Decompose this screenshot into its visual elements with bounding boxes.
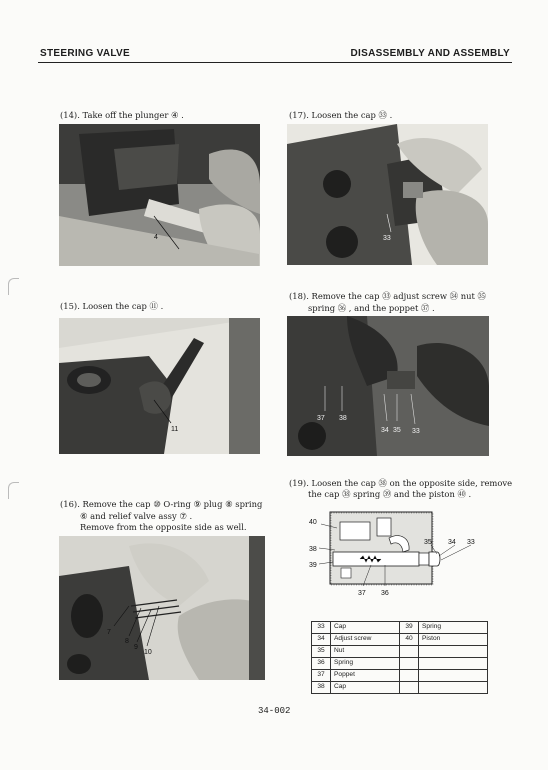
photo-callout: 33 xyxy=(383,235,391,242)
binder-hole-mark xyxy=(8,278,19,295)
photo-step-18 xyxy=(287,316,489,456)
cross-section-diagram xyxy=(305,508,495,604)
photo-callout: 11 xyxy=(171,426,179,433)
page-number: 34-002 xyxy=(258,706,291,716)
parts-table xyxy=(311,621,488,694)
photo-callout: 8 xyxy=(125,638,129,645)
part-number: 37 xyxy=(312,670,331,682)
part-number xyxy=(400,658,419,670)
diagram-callout: 37 xyxy=(358,590,366,597)
part-number: 34 xyxy=(312,634,331,646)
part-name: Spring xyxy=(419,622,488,634)
part-name: Piston xyxy=(419,634,488,646)
binder-hole-mark xyxy=(8,482,19,499)
diagram-callout: 33 xyxy=(467,539,475,546)
photo-callout: 34 xyxy=(381,427,389,434)
part-number xyxy=(400,670,419,682)
photo-callout: 4 xyxy=(154,234,158,241)
diagram-callout: 35 xyxy=(424,539,432,546)
photo-step-17 xyxy=(287,124,488,265)
photo-callout: 10 xyxy=(144,649,152,656)
table-row xyxy=(312,658,488,670)
step-15-caption: (15). Loosen the cap ⑪ . xyxy=(60,301,164,311)
diagram-callout: 34 xyxy=(448,539,456,546)
part-number: 36 xyxy=(312,658,331,670)
part-name: Poppet xyxy=(331,670,400,682)
table-row xyxy=(312,646,488,658)
part-name xyxy=(419,646,488,658)
step-17-caption: (17). Loosen the cap ㉝ . xyxy=(289,110,393,120)
table-row xyxy=(312,634,488,646)
part-name: Nut xyxy=(331,646,400,658)
part-name: Cap xyxy=(331,622,400,634)
part-number: 40 xyxy=(400,634,419,646)
photo-step-16 xyxy=(59,536,265,680)
table-row xyxy=(312,622,488,634)
part-number: 38 xyxy=(312,682,331,694)
step-14-caption: (14). Take off the plunger ④ . xyxy=(60,110,184,120)
part-name xyxy=(419,682,488,694)
photo-callout: 33 xyxy=(412,428,420,435)
part-name: Cap xyxy=(331,682,400,694)
step-19-caption-line-2: the cap ㊳ spring ㊴ and the piston ㊵ . xyxy=(308,489,472,499)
part-number xyxy=(400,646,419,658)
part-number: 39 xyxy=(400,622,419,634)
diagram-callout: 38 xyxy=(309,546,317,553)
part-number: 33 xyxy=(312,622,331,634)
photo-callout: 7 xyxy=(107,629,111,636)
header-rule xyxy=(38,62,512,63)
step-18-caption-line-2: spring ㊱ , and the poppet ㊲ . xyxy=(308,303,435,313)
photo-callout: 37 xyxy=(317,415,325,422)
header-chapter-title: DISASSEMBLY AND ASSEMBLY xyxy=(350,48,510,59)
table-row xyxy=(312,682,488,694)
step-18-caption-line-1: (18). Remove the cap ㉝ adjust screw ㉞ nut ㉟ xyxy=(289,291,486,301)
part-name xyxy=(419,670,488,682)
part-number xyxy=(400,682,419,694)
step-16-caption-line-3: Remove from the opposite side as well. xyxy=(80,522,247,532)
part-name: Spring xyxy=(331,658,400,670)
diagram-callout: 40 xyxy=(309,519,317,526)
table-row xyxy=(312,670,488,682)
photo-callout: 35 xyxy=(393,427,401,434)
step-19-caption-line-1: (19). Loosen the cap ㊳ on the opposite side, remove xyxy=(289,478,513,488)
diagram-callout: 39 xyxy=(309,562,317,569)
photo-step-15 xyxy=(59,318,260,454)
photo-callout: 9 xyxy=(134,644,138,651)
photo-step-14 xyxy=(59,124,260,266)
part-number: 35 xyxy=(312,646,331,658)
photo-callout: 38 xyxy=(339,415,347,422)
part-name xyxy=(419,658,488,670)
header-section-title: STEERING VALVE xyxy=(40,48,130,59)
step-16-caption-line-1: (16). Remove the cap ⑩ O-ring ⑨ plug ⑧ spring xyxy=(60,499,263,509)
step-16-caption-line-2: ⑥ and relief valve assy ⑦ . xyxy=(80,511,193,521)
part-name: Adjust screw xyxy=(331,634,400,646)
diagram-callout: 36 xyxy=(381,590,389,597)
